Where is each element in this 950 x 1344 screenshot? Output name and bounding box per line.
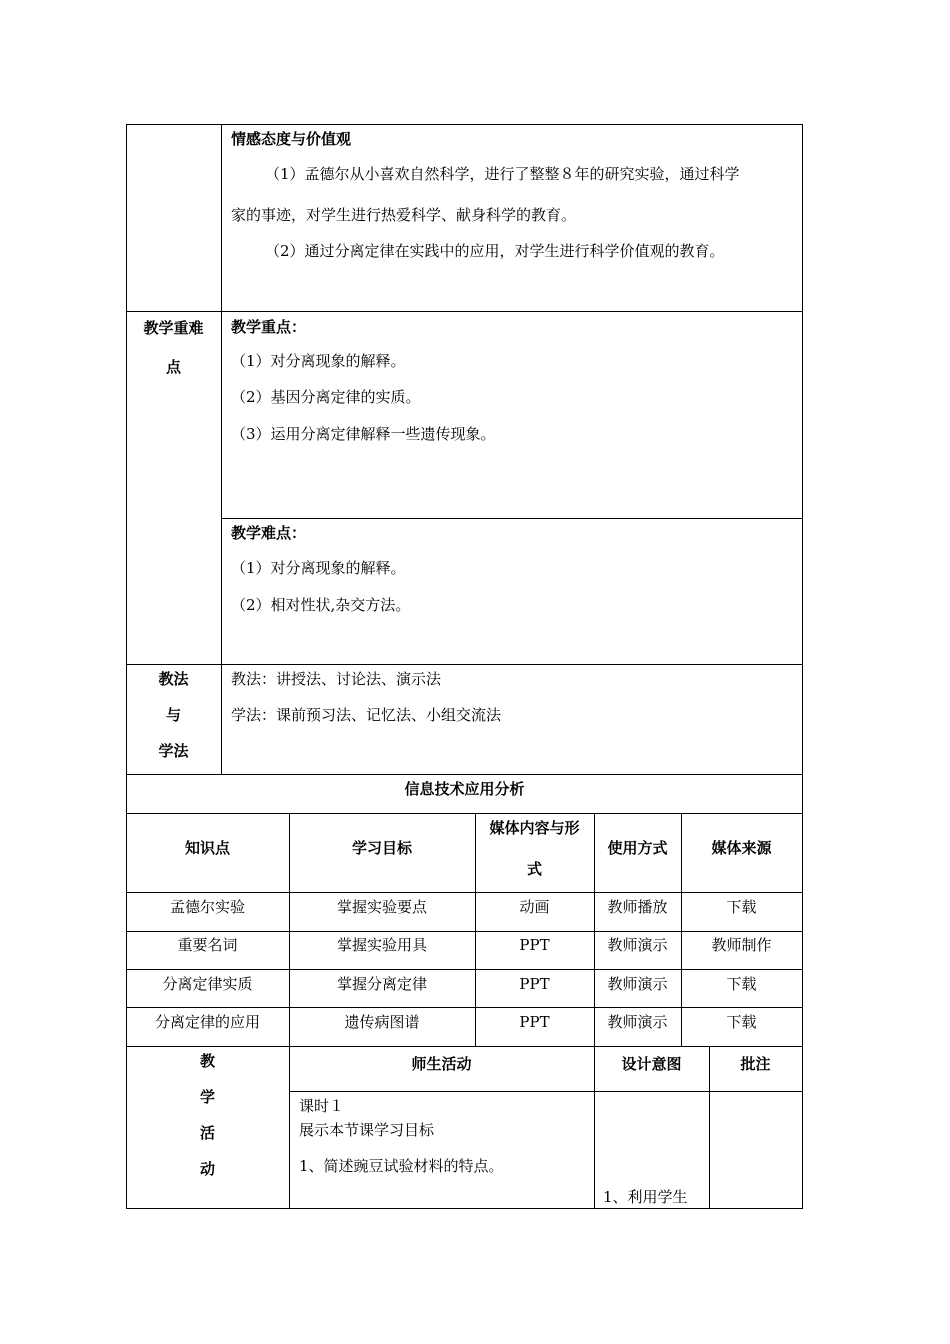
row-divider-info-header bbox=[126, 813, 803, 814]
key-item-2: （2）基因分离定律的实质。 bbox=[231, 388, 421, 406]
row-divider-emotion bbox=[126, 311, 803, 312]
table-cell: 掌握实验用具 bbox=[336, 936, 427, 954]
activity-label-char-2: 学 bbox=[199, 1088, 215, 1106]
activity-header-design: 设计意图 bbox=[621, 1055, 682, 1073]
table-cell: 教师播放 bbox=[607, 898, 668, 916]
table-border-bottom bbox=[126, 1208, 803, 1209]
row-divider-info-r3 bbox=[126, 969, 803, 970]
key-item-3: （3）运用分离定律解释一些遗传现象。 bbox=[231, 425, 496, 443]
table-cell: 掌握实验要点 bbox=[336, 898, 427, 916]
table-cell: 教师制作 bbox=[711, 936, 772, 954]
info-header-source: 媒体来源 bbox=[711, 839, 772, 857]
table-border-top bbox=[126, 124, 803, 125]
info-col-divider-1 bbox=[289, 813, 290, 1209]
emotion-heading: 情感态度与价值观 bbox=[231, 130, 352, 148]
table-cell: 动画 bbox=[519, 898, 550, 916]
label-column-divider bbox=[221, 124, 222, 775]
show-goals-text: 展示本节课学习目标 bbox=[299, 1121, 435, 1139]
table-cell: 掌握分离定律 bbox=[336, 975, 427, 993]
table-cell: 下载 bbox=[726, 898, 757, 916]
info-header-media-1: 媒体内容与形 bbox=[489, 819, 580, 837]
key-heading: 教学重点： bbox=[231, 318, 307, 336]
learning-methods: 学法：课前预习法、记忆法、小组交流法 bbox=[231, 706, 502, 724]
info-header-knowledge: 知识点 bbox=[184, 839, 230, 857]
methods-label-2: 与 bbox=[165, 706, 181, 724]
key-item-1: （1）对分离现象的解释。 bbox=[231, 352, 406, 370]
info-header-media-2: 式 bbox=[526, 860, 542, 878]
row-divider-key-difficult bbox=[221, 518, 803, 519]
activity-label-char-1: 教 bbox=[199, 1052, 215, 1070]
info-header-usage: 使用方式 bbox=[607, 839, 668, 857]
row-divider-info-title bbox=[126, 774, 803, 775]
row-divider-activity-header bbox=[289, 1091, 803, 1092]
info-tech-title: 信息技术应用分析 bbox=[404, 780, 525, 798]
table-cell: 遗传病图谱 bbox=[344, 1013, 420, 1031]
difficult-item-1: （1）对分离现象的解释。 bbox=[231, 559, 406, 577]
teaching-methods: 教法：讲授法、讨论法、演示法 bbox=[231, 670, 442, 688]
key-difficult-label-2: 点 bbox=[165, 358, 181, 376]
info-col-divider-3 bbox=[594, 813, 595, 1209]
table-cell: 教师演示 bbox=[607, 936, 668, 954]
design-item-1: 1、利用学生 bbox=[603, 1188, 688, 1206]
key-difficult-label-1: 教学重难 bbox=[143, 319, 204, 337]
goal-item-1: 1、简述豌豆试验材料的特点。 bbox=[299, 1157, 504, 1175]
table-cell: PPT bbox=[519, 1013, 550, 1031]
row-divider-info-r2 bbox=[126, 931, 803, 932]
activity-header-teacher-student: 师生活动 bbox=[411, 1055, 472, 1073]
table-cell: PPT bbox=[519, 975, 550, 993]
table-cell: 下载 bbox=[726, 1013, 757, 1031]
methods-label-1: 教法 bbox=[158, 670, 189, 688]
emotion-p1-line2: 家的事迹，对学生进行热爱科学、献身科学的教育。 bbox=[231, 206, 577, 224]
table-cell: 教师演示 bbox=[607, 1013, 668, 1031]
table-cell: 分离定律的应用 bbox=[154, 1013, 260, 1031]
table-cell: 教师演示 bbox=[607, 975, 668, 993]
lesson-label: 课时１ bbox=[299, 1097, 345, 1115]
table-cell: 孟德尔实验 bbox=[169, 898, 245, 916]
row-divider-info-r4 bbox=[126, 1007, 803, 1008]
emotion-p1-line1: （1）孟德尔从小喜欢自然科学，进行了整整８年的研究实验，通过科学 bbox=[265, 165, 740, 183]
table-cell: 下载 bbox=[726, 975, 757, 993]
emotion-p2: （2）通过分离定律在实践中的应用，对学生进行科学价值观的教育。 bbox=[265, 242, 725, 260]
table-cell: PPT bbox=[519, 936, 550, 954]
methods-label-3: 学法 bbox=[158, 742, 189, 760]
row-divider-activity-top bbox=[126, 1046, 803, 1047]
row-divider-info-r1 bbox=[126, 892, 803, 893]
row-divider-methods bbox=[126, 664, 803, 665]
difficult-heading: 教学难点： bbox=[231, 524, 307, 542]
table-cell: 重要名词 bbox=[177, 936, 238, 954]
info-header-goal: 学习目标 bbox=[351, 839, 412, 857]
difficult-item-2: （2）相对性状,杂交方法。 bbox=[231, 596, 411, 614]
activity-label-char-4: 动 bbox=[199, 1160, 215, 1178]
table-cell: 分离定律实质 bbox=[162, 975, 253, 993]
activity-label-char-3: 活 bbox=[199, 1124, 215, 1142]
activity-header-note: 批注 bbox=[740, 1055, 771, 1073]
